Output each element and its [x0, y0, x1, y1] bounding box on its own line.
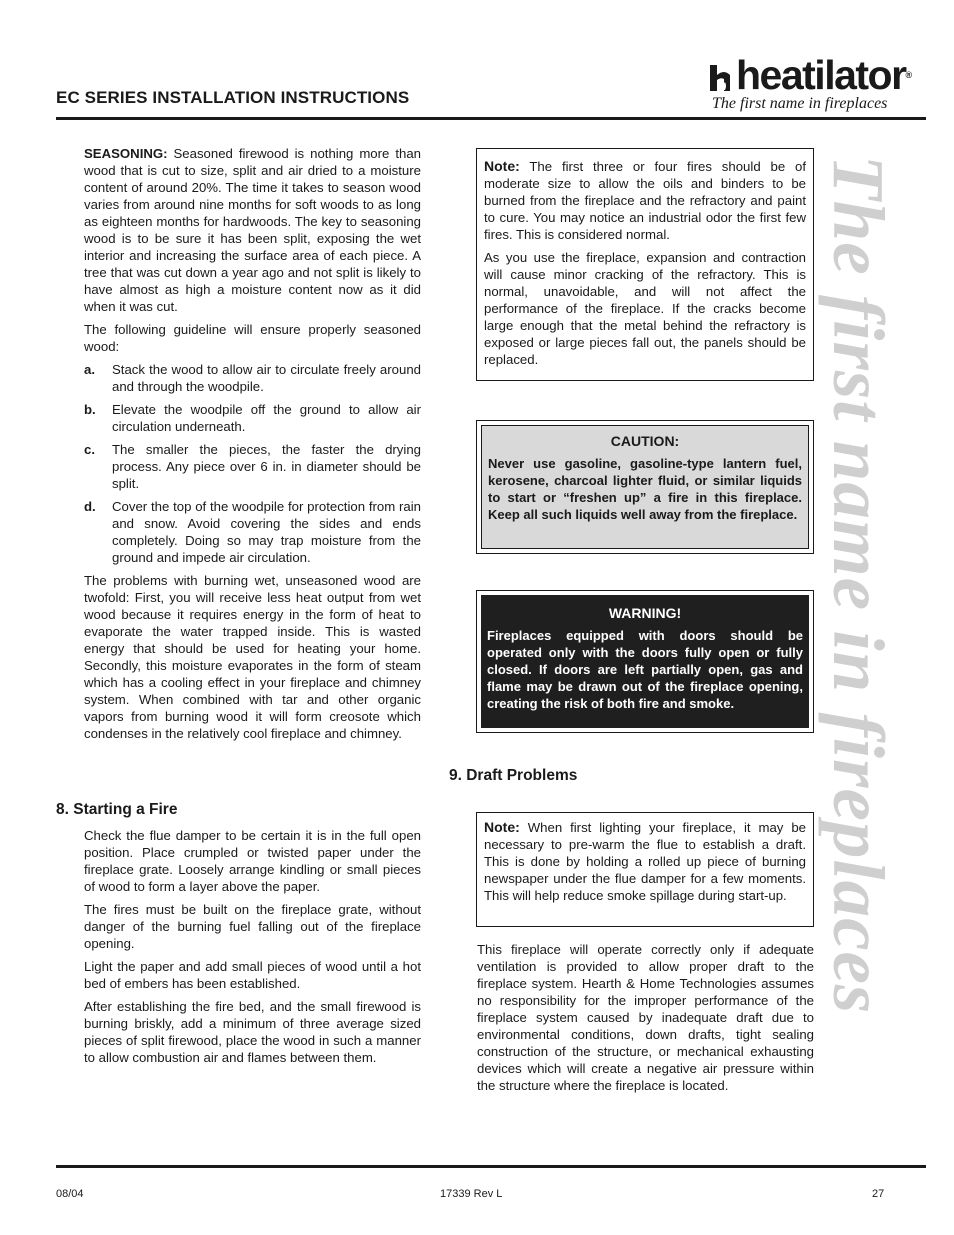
note-text: As you use the fireplace, expansion and contraction will cause minor cracking of the refractory. This is normal, unavoidable, and will not affect the performance of the fireplace. If the cracks become large enough that the metal behind the refractory is exposed or large pieces fall out, the panels should be replaced. — [484, 250, 806, 367]
list-item — [84, 498, 421, 566]
draft-note-box — [476, 812, 814, 927]
heatilator-logo — [710, 52, 920, 113]
list-text: Cover the top of the woodpile for protection from rain and snow. Avoid covering the sides and ends completely. Doing so may trap moisture from the ground and impede air circulation. — [112, 499, 421, 565]
paragraph: The fires must be built on the fireplace grate, without danger of the burning fuel falling out of the fireplace opening. — [84, 902, 421, 951]
list-marker: a. — [84, 362, 95, 377]
tagline-watermark: The first name in fireplaces — [818, 155, 899, 1015]
list-marker: d. — [84, 499, 96, 514]
list-text: The smaller the pieces, the faster the drying process. Any piece over 6 in. in diameter should be split. — [112, 442, 421, 491]
caution-box — [476, 420, 814, 554]
paragraph: Check the flue damper to be certain it is in the full open position. Place crumpled or twisted paper under the fireplace grate. Loosely arrange kindling or small pieces of wood to form a layer above the paper. — [84, 828, 421, 894]
list-item — [84, 401, 421, 435]
section-8-body — [84, 827, 421, 1072]
seasoning-section — [84, 145, 421, 748]
paragraph: After establishing the fire bed, and the small firewood is burning briskly, add a minimum of three average sized pieces of split firewood, place the wood in such a manner to allow combustion air and flames between them. — [84, 999, 421, 1065]
footer-date: 08/04 — [56, 1188, 84, 1200]
guideline-intro: The following guideline will ensure properly seasoned wood: — [84, 322, 421, 354]
note-text: When first lighting your fireplace, it may be necessary to pre-warm the flue to establish a draft. This is done by holding a rolled up piece of burning newspaper under the flue damper for a few moments. This will help reduce smoke spillage during start-up. — [484, 820, 806, 903]
footer-doc-number: 17339 Rev L — [440, 1188, 503, 1200]
list-marker: c. — [84, 442, 95, 457]
seasoning-text: Seasoned firewood is nothing more than wood that is cut to size, split and air dried to a moisture content of around 20%. The time it takes to season wood varies from around nine months for soft woods to as long as eighteen months for hardwoods. The key to seasoning wood is to be sure it has been split, exposing the wet interior and increasing the surface area of each piece. A tree that was cut down a year ago and not split is likely to have almost as high a moisture content now as it did when it was cut. — [84, 146, 421, 314]
warning-text: Fireplaces equipped with doors should be operated only with the doors fully open or fully closed. If doors are left partially open, gas and flame may be drawn out of the fireplace opening, creating the risk of both fire and smoke. — [487, 628, 803, 711]
paragraph: This fireplace will operate correctly only if adequate ventilation is provided to allow proper draft to the fireplace system. Hearth & Home Technologies assumes no responsibility for the improper performance of the fireplace system caused by inadequate draft due to environmental conditions, down drafts, tight sealing construction of the structure, or mechanical exhausting devices which will create a negative air pressure within the structure where the fireplace is located. — [477, 942, 814, 1093]
document-title: EC SERIES INSTALLATION INSTRUCTIONS — [56, 88, 410, 107]
problems-paragraph: The problems with burning wet, unseasoned wood are twofold: First, you will receive less heat output from wet wood because it requires energy in the form of heat to evaporate the water trapped inside. This is wasted energy that should be used for heating your home. Secondly, this moisture evaporates in the form of steam which has a cooling effect in your fireplace and chimney system. When combined with tar and other organic vapors from burning wood it will form creosote which condenses in the relatively cool fireplace and chimney. — [84, 573, 421, 741]
caution-title: CAUTION: — [610, 433, 680, 449]
list-item — [84, 441, 421, 492]
guideline-list — [84, 361, 421, 566]
logo-tagline: The first name in fireplaces — [712, 95, 888, 112]
header-rule — [56, 117, 926, 120]
page-number: 27 — [872, 1188, 885, 1200]
note-text: The first three or four fires should be of moderate size to allow the oils and binders to be burned from the fireplace and the refractory and paint to cure. You may notice an industrial odor the first few fires. This is considered normal. — [484, 159, 806, 242]
note-label: Note: — [484, 819, 520, 835]
seasoning-label: SEASONING: — [84, 146, 168, 161]
note-label: Note: — [484, 158, 520, 174]
paragraph: Light the paper and add small pieces of wood until a hot bed of embers has been established. — [84, 959, 421, 991]
list-marker: b. — [84, 402, 96, 417]
footer-rule — [56, 1165, 926, 1168]
seasoning-paragraph — [84, 145, 421, 315]
list-text: Elevate the woodpile off the ground to allow air circulation underneath. — [112, 402, 421, 434]
list-item — [84, 361, 421, 395]
section-8-heading: 8. Starting a Fire — [56, 801, 178, 818]
flame-logo-icon — [710, 63, 736, 91]
caution-text: Never use gasoline, gasoline-type lantern fuel, kerosene, charcoal lighter fluid, or similar liquids to start or “freshen up” a fire in this fireplace. Keep all such liquids well away from the fireplace. — [488, 456, 802, 522]
first-fires-note-box — [476, 148, 814, 381]
logo-wordmark: heatilator — [736, 52, 906, 98]
section-9-heading: 9. Draft Problems — [449, 767, 578, 784]
list-text: Stack the wood to allow air to circulate freely around and through the woodpile. — [112, 362, 421, 394]
section-9-body — [477, 941, 814, 1100]
warning-box — [476, 590, 814, 733]
warning-title: WARNING! — [608, 605, 682, 621]
registered-mark: ® — [905, 70, 911, 80]
